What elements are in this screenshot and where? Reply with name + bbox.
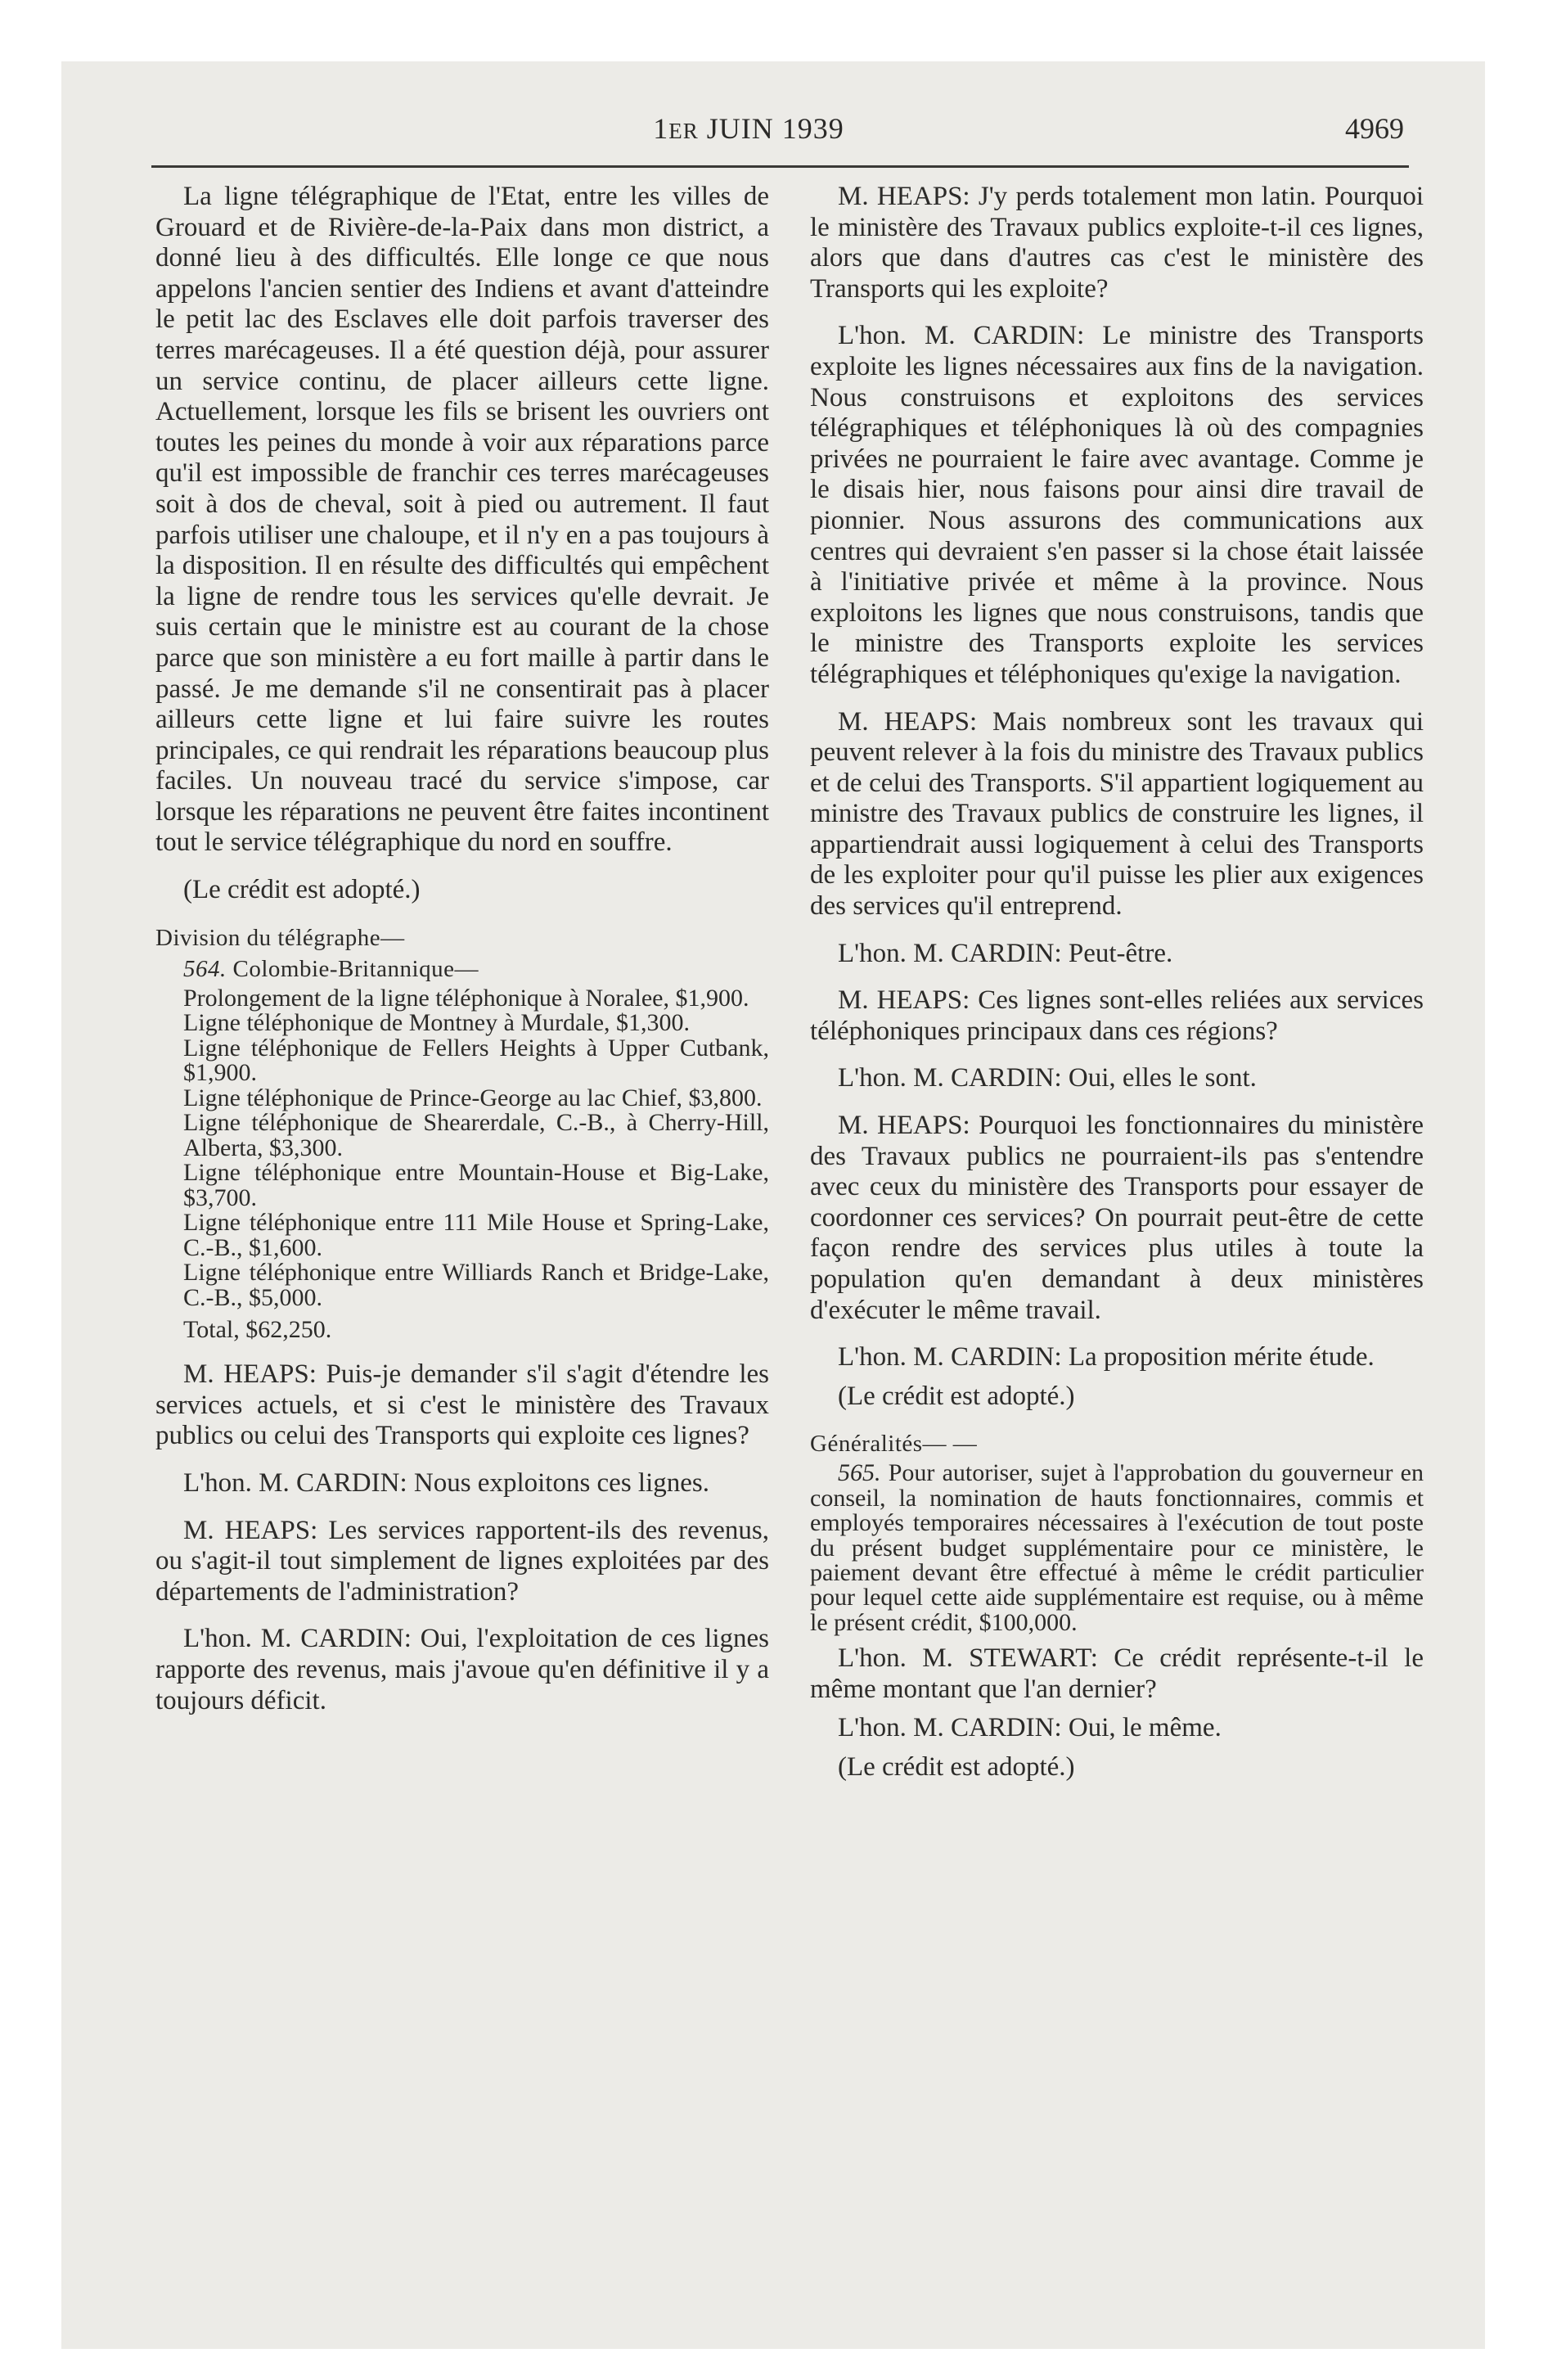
section-heading: Division du télégraphe—	[155, 924, 405, 951]
section-heading: Généralités— —	[810, 1431, 978, 1458]
estimate-item-text: Ligne téléphonique entre 111 Mile House et Spring-Lake, C.-B., $1,600.	[183, 1209, 769, 1261]
page-header	[92, 111, 1406, 152]
estimate-item	[155, 1036, 769, 1086]
paragraph: M. HEAPS: Mais nombreux sont les travaux qui peuvent relever à la fois du ministre des Travaux publics et de celui des Transports. S'il appartient logiquement au ministre des Travaux publics de construire les lignes, il appartiendrait aussi logiquement à celui des Transports de les exploiter pour qu'il puisse les plier aux exigences des services qu'il entreprend.	[810, 706, 1424, 922]
paragraph: M. HEAPS: J'y perds totalement mon latin. Pourquoi le ministère des Travaux publics exploite-t-il ces lignes, alors que dans d'autres cas c'est le ministère des Transports qui les exploite?	[810, 182, 1424, 304]
vote-result: (Le crédit est adopté.)	[183, 875, 421, 905]
page-date	[92, 111, 1406, 146]
item-heading	[155, 955, 769, 983]
vote-result: (Le crédit est adopté.)	[838, 1381, 1075, 1411]
item-number: 564.	[183, 955, 227, 982]
paragraph: L'hon. M. CARDIN: Oui, le même.	[838, 1713, 1222, 1743]
estimate-item-text: Ligne téléphonique entre Mountain-House et Big-Lake, $3,700.	[183, 1159, 769, 1211]
item-number: 565.	[838, 1459, 881, 1487]
right-column	[810, 182, 1424, 1801]
paragraph: La ligne télégraphique de l'Etat, entre les villes de Grouard et de Rivière-de-la-Paix dans mon district, a donné lieu à des difficultés. Elle longe ce que nous appelons l'ancien sentier des Indiens et avant d'atteindre le petit lac des Esclaves elle doit parfois traverser des terres marécageuses. Il a été question déjà, pour assurer un service continu, de placer ailleurs cette ligne. Actuellement, lorsque les fils se brisent les ouvriers ont toutes les peines du monde à voir aux réparations parce qu'il est impossible de franchir ces terres marécageuses soit à dos de cheval, soit à pied ou autrement. Il faut parfois utiliser une chaloupe, et il n'y en a pas toujours à la disposition. Il en résulte des difficultés qui empêchent la ligne de rendre tous les services qu'elle devrait. Je suis certain que le ministre est au courant de la chose parce que son ministère a eu fort maille à partir dans le passé. Je me demande s'il ne consentirait pas à placer ailleurs cette ligne et lui faire suivre les routes principales, ce qui rendrait les réparations beaucoup plus faciles. Un nouveau tracé du service s'impose, car lorsque les réparations ne peuvent être faites incontinent tout le service télégraphique du nord en souffre.	[155, 182, 769, 858]
estimate-item-text: Ligne téléphonique de Shearerdale, C.-B., à Cherry-Hill, Alberta, $3,300.	[183, 1109, 769, 1161]
estimate-item	[155, 1011, 769, 1036]
paragraph: M. HEAPS: Ces lignes sont-elles reliées aux services téléphoniques principaux dans ces régions?	[810, 985, 1424, 1046]
paragraph: M. HEAPS: Puis-je demander s'il s'agit d'étendre les services actuels, et si c'est le ministère des Travaux publics ou celui des Transports qui exploite ces lignes?	[155, 1359, 769, 1451]
paragraph: L'hon. M. CARDIN: Nous exploitons ces lignes.	[183, 1467, 710, 1498]
header-rule	[151, 165, 1409, 168]
estimate-item	[155, 1260, 769, 1310]
estimate-item-text: Pour autoriser, sujet à l'approbation du gouverneur en conseil, la nomination de hauts fonctionnaires, commis et employés temporaires nécessaires à l'exécution de tout poste du présent budget supplémentaire pour ce ministère, le paiement devant être effectué à même le crédit particulier pour lequel cette aide supplémentaire est requise, ou à même le présent crédit, $100,000.	[810, 1459, 1424, 1636]
estimate-items	[155, 986, 769, 1311]
page-number: 4969	[1345, 112, 1404, 145]
paragraph: L'hon. M. CARDIN: Le ministre des Transports exploite les lignes nécessaires aux fins de la navigation. Nous construisons et exploitons des services télégraphiques et téléphoniques là où des compagnies privées ne pourraient le faire avec avantage. Comme je le disais hier, nous faisons pour ainsi dire travail de pionnier. Nous assurons des communications aux centres qui devraient s'en passer si la chose était laissée à l'initiative privée et même à la province. Nous exploitons les lignes que nous construisons, tandis que le ministre des Transports exploite les services télégraphiques et téléphoniques qu'exige la navigation.	[810, 321, 1424, 689]
estimate-item-text: Ligne téléphonique entre Williards Ranch et Bridge-Lake, C.-B., $5,000.	[183, 1259, 769, 1311]
estimate-item	[155, 1111, 769, 1161]
date-prefix-superscript: ER	[668, 119, 699, 143]
estimate-item	[155, 1161, 769, 1210]
date-rest: JUIN 1939	[698, 112, 844, 145]
paragraph: M. HEAPS: Pourquoi les fonctionnaires du ministère des Travaux publics ne pourraient-ils pas s'entendre avec ceux du ministère des Transports pour essayer de coordonner ces services? On pourrait peut-être de cette façon rendre des services plus utiles à toute la population qu'en demandant à deux ministères d'exécuter le même travail.	[810, 1111, 1424, 1325]
estimate-item-text: Ligne téléphonique de Prince-George au lac Chief, $3,800.	[183, 1084, 763, 1111]
estimate-item	[155, 1210, 769, 1260]
left-column	[155, 182, 769, 1733]
estimate-item	[810, 1461, 1424, 1635]
paragraph: L'hon. M. STEWART: Ce crédit représente-t-il le même montant que l'an dernier?	[810, 1643, 1424, 1704]
estimate-item-text: Ligne téléphonique de Montney à Murdale, $1,300.	[183, 1009, 691, 1037]
estimate-item-text: Ligne téléphonique de Fellers Heights à Upper Cutbank, $1,900.	[183, 1034, 769, 1087]
paragraph: L'hon. M. CARDIN: La proposition mérite étude.	[838, 1342, 1375, 1373]
paragraph: L'hon. M. CARDIN: Oui, l'exploitation de ces lignes rapporte des revenus, mais j'avoue qu'en définitive il y a toujours déficit.	[155, 1624, 769, 1715]
estimate-item	[155, 1086, 769, 1111]
paragraph: M. HEAPS: Les services rapportent-ils des revenus, ou s'agit-il tout simplement de lignes exploitées par des départements de l'administration?	[155, 1515, 769, 1607]
estimate-item	[155, 986, 769, 1012]
estimate-total: Total, $62,250.	[183, 1316, 332, 1344]
estimate-item-text: Prolongement de la ligne téléphonique à Noralee, $1,900.	[183, 984, 749, 1012]
paragraph: L'hon. M. CARDIN: Oui, elles le sont.	[838, 1063, 1257, 1093]
item-title: Colombie-Britannique—	[226, 955, 479, 982]
date-prefix: 1	[653, 112, 669, 145]
paragraph: L'hon. M. CARDIN: Peut-être.	[838, 938, 1173, 968]
vote-result: (Le crédit est adopté.)	[838, 1752, 1075, 1782]
